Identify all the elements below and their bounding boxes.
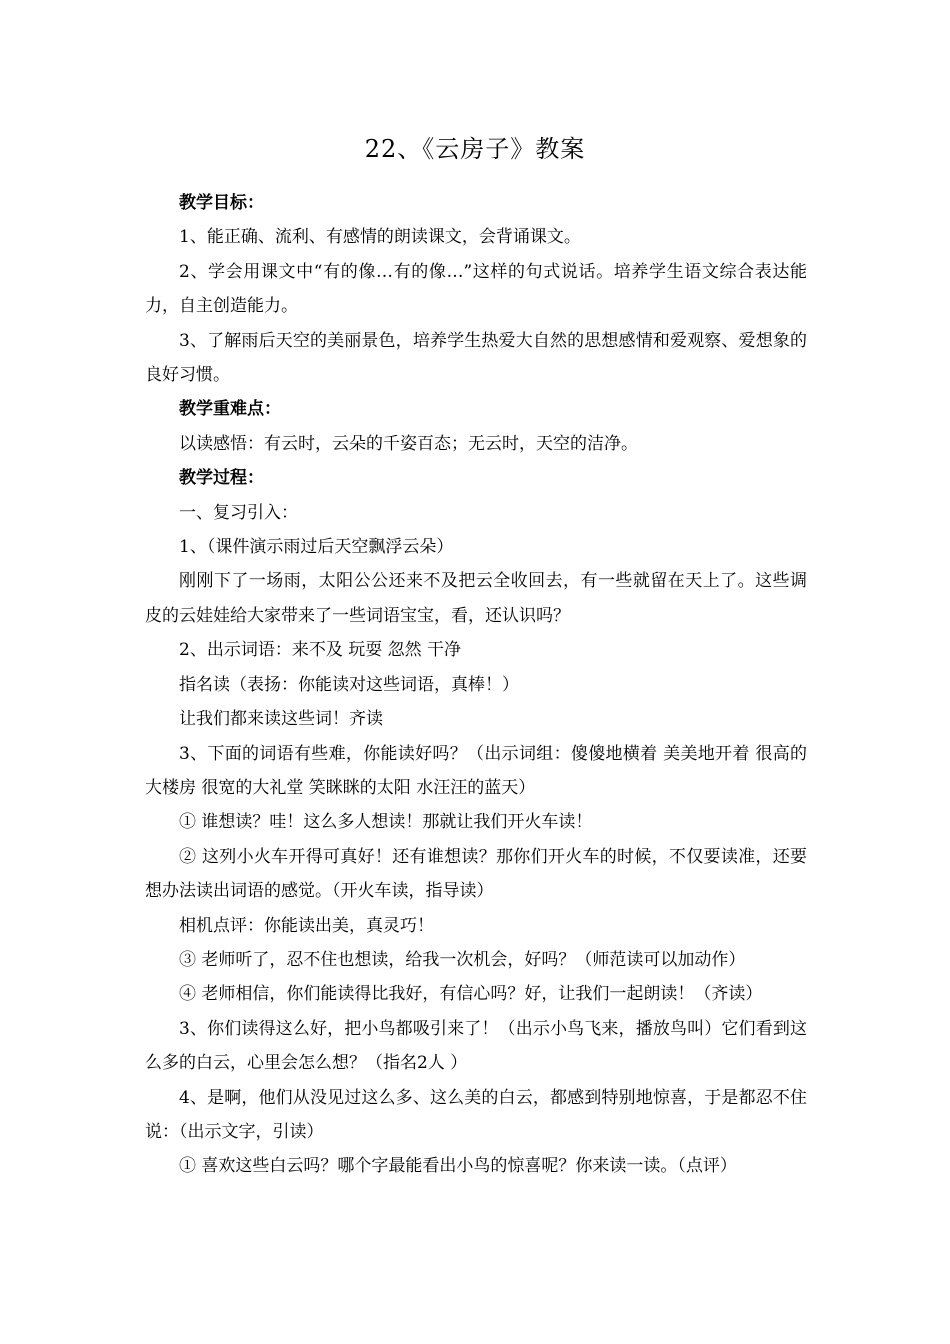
paragraph: ③ 老师听了，忍不住也想读，给我一次机会，好吗？（师范读可以加动作） (179, 949, 746, 970)
section-heading: 教学重难点： (179, 399, 281, 420)
paragraph: 相机点评：你能读出美，真灵巧！ (179, 915, 434, 936)
section-heading: 教学目标： (179, 193, 264, 213)
paragraph: 指名读（表扬：你能读对这些词语，真棒！） (179, 674, 519, 695)
paragraph: 1、（课件演示雨过后天空飘浮云朵） (179, 537, 454, 558)
paragraph: 刚刚下了一场雨，太阳公公还来不及把云全收回去，有一些就留在天上了。这些调皮的云娃娃给大家带来了一些词语宝宝，看，还认识吗？ (145, 571, 807, 626)
paragraph: 让我们都来读这些词！齐读 (179, 709, 383, 730)
document-body (145, 186, 807, 1184)
paragraph: 4、是啊，他们从没见过这么多、这么美的白云，都感到特别地惊喜，于是都忍不住说：（出示文字，引读） (145, 1087, 807, 1142)
paragraph: 2、出示词语：来不及 玩耍 忽然 干净 (179, 640, 462, 661)
paragraph: ① 喜欢这些白云吗？哪个字最能看出小鸟的惊喜呢？你来读一读。（点评） (179, 1156, 737, 1177)
paragraph: ② 这列小火车开得可真好！还有谁想读？那你们开火车的时候，不仅要读准，还要想办法读出词语的感觉。（开火车读，指导读） (145, 846, 807, 902)
paragraph: 一、复习引入： (179, 502, 298, 523)
paragraph: 1、能正确、流利、有感情的朗读课文，会背诵课文。 (179, 227, 581, 248)
paragraph: 2、学会用课文中“有的像…有的像…”这样的句式说话。培养学生语文综合表达能力，自主创造能力。 (145, 261, 807, 317)
section-heading: 教学过程： (179, 468, 264, 489)
paragraph: ④ 老师相信，你们能读得比我好，有信心吗？好，让我们一起朗读！（齐读） (179, 984, 763, 1005)
document-title: 22、《云房子》教案 (364, 135, 586, 163)
paragraph: 3、你们读得这么好，把小鸟都吸引来了！（出示小鸟飞来，播放鸟叫）它们看到这么多的白云，心里会怎么想？（指名2人 ） (145, 1018, 807, 1074)
paragraph: ① 谁想读？哇！这么多人想读！那就让我们开火车读！ (179, 812, 593, 833)
paragraph: 3、了解雨后天空的美丽景色，培养学生热爱大自然的思想感情和爱观察、爱想象的良好习惯。 (145, 330, 807, 386)
paragraph: 3、下面的词语有些难，你能读好吗？（出示词组：傻傻地横着 美美地开着 很高的大楼房 很宽的大礼堂 笑眯眯的太阳 水汪汪的蓝天） (145, 743, 807, 798)
paragraph: 以读感悟：有云时，云朵的千姿百态；无云时，天空的洁净。 (179, 433, 638, 454)
